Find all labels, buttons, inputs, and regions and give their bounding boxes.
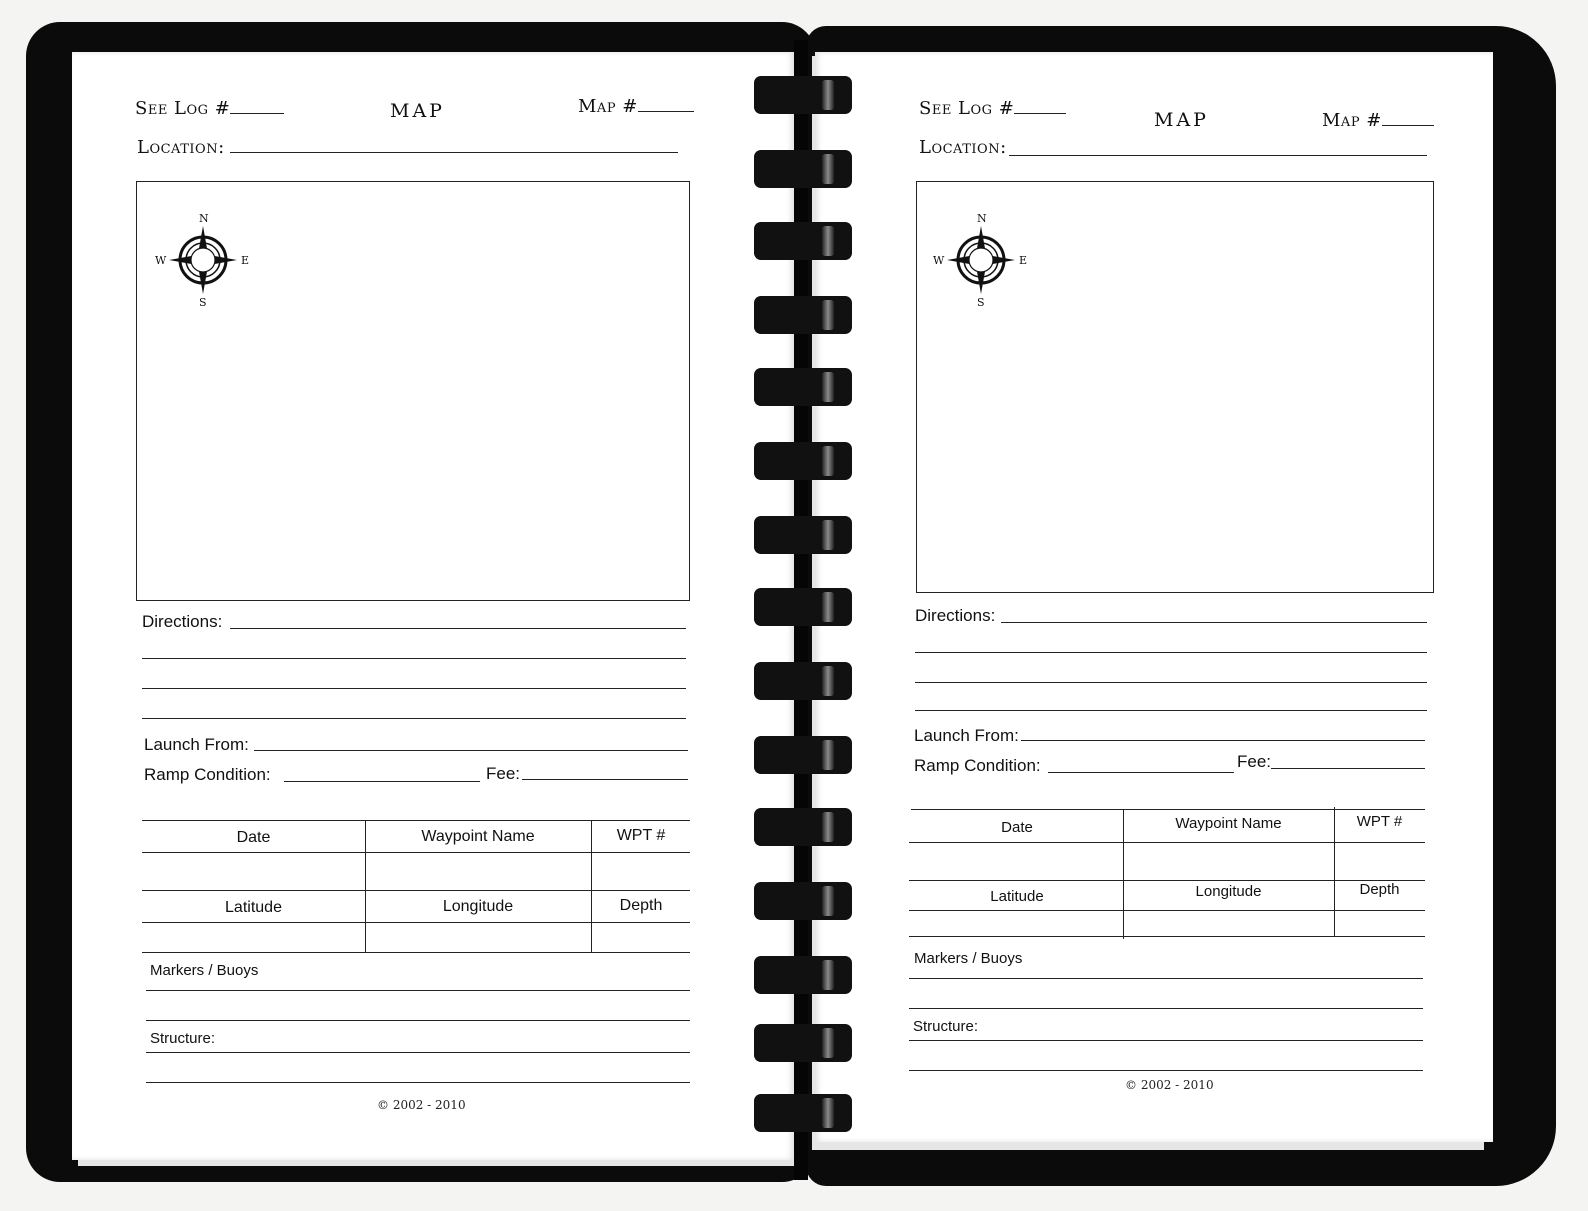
table-rule <box>142 852 690 853</box>
binding-ring <box>754 222 852 260</box>
ramp-condition-line[interactable] <box>1048 772 1234 773</box>
table-rule <box>142 890 690 891</box>
table-rule <box>909 910 1425 911</box>
structure-line[interactable] <box>146 1052 690 1053</box>
date-header: Date <box>236 829 271 846</box>
svg-text:S: S <box>199 296 207 309</box>
svg-text:N: N <box>977 212 987 225</box>
svg-text:W: W <box>933 254 945 267</box>
structure-line[interactable] <box>909 1070 1423 1071</box>
waypoint-name-header: Waypoint Name <box>421 828 535 845</box>
depth-header: Depth <box>619 897 663 914</box>
page-title: MAP <box>1154 109 1209 131</box>
left-page <box>72 52 794 1160</box>
location-label: Location: <box>137 137 225 158</box>
markers-buoys-label: Markers / Buoys <box>150 962 259 979</box>
ramp-condition-line[interactable] <box>284 781 480 782</box>
markers-buoys-label: Markers / Buoys <box>914 950 1023 967</box>
binding-ring <box>754 1094 852 1132</box>
structure-label: Structure: <box>150 1030 216 1047</box>
copyright-text: © 2002 - 2010 <box>1125 1078 1214 1092</box>
directions-line[interactable] <box>1001 622 1427 623</box>
map-number-field: Map # <box>578 96 694 117</box>
binding-ring <box>754 368 852 406</box>
ramp-condition-label: Ramp Condition: <box>144 765 271 784</box>
map-number-field: Map # <box>1322 110 1434 131</box>
directions-label: Directions: <box>142 612 223 631</box>
structure-label: Structure: <box>913 1018 979 1035</box>
fee-line[interactable] <box>1271 768 1425 769</box>
binding-ring <box>754 150 852 188</box>
svg-text:E: E <box>241 254 250 267</box>
launch-from-label: Launch From: <box>144 735 249 754</box>
markers-line[interactable] <box>146 990 690 991</box>
markers-line[interactable] <box>909 978 1423 979</box>
directions-line[interactable] <box>915 652 1427 653</box>
fee-line[interactable] <box>522 779 688 780</box>
structure-line[interactable] <box>909 1040 1423 1041</box>
structure-line[interactable] <box>146 1082 690 1083</box>
binding-ring <box>754 1024 852 1062</box>
ramp-condition-label: Ramp Condition: <box>914 756 1041 775</box>
longitude-header: Longitude <box>1195 883 1262 900</box>
see-log-field: See Log # <box>919 98 1066 119</box>
map-drawing-area[interactable] <box>916 181 1434 593</box>
directions-line[interactable] <box>142 688 686 689</box>
directions-label: Directions: <box>915 606 996 625</box>
table-top-rule <box>911 809 1425 810</box>
svg-text:S: S <box>977 296 985 309</box>
binding-ring <box>754 736 852 774</box>
waypoint-name-header: Waypoint Name <box>1175 815 1282 832</box>
wpt-number-header: WPT # <box>616 827 666 844</box>
wpt-number-header: WPT # <box>1356 813 1403 830</box>
directions-line[interactable] <box>915 682 1427 683</box>
right-page <box>815 52 1493 1142</box>
binding-ring <box>754 442 852 480</box>
binding-ring <box>754 956 852 994</box>
directions-line[interactable] <box>142 658 686 659</box>
latitude-header: Latitude <box>225 899 282 916</box>
table-bottom-rule <box>909 936 1425 937</box>
page-title: MAP <box>390 100 445 122</box>
binding-ring <box>754 808 852 846</box>
markers-line[interactable] <box>146 1020 690 1021</box>
location-line[interactable] <box>1009 155 1427 156</box>
compass-rose-icon <box>151 204 261 314</box>
map-drawing-area[interactable] <box>136 181 690 601</box>
see-log-field: See Log # <box>135 98 284 119</box>
table-rule <box>142 922 690 923</box>
copyright-text: © 2002 - 2010 <box>377 1098 466 1112</box>
table-bottom-rule <box>142 952 690 953</box>
depth-header: Depth <box>1359 881 1400 898</box>
launch-from-line[interactable] <box>254 750 688 751</box>
directions-line[interactable] <box>142 718 686 719</box>
binding-ring <box>754 662 852 700</box>
launch-from-line[interactable] <box>1021 740 1425 741</box>
binding-ring <box>754 882 852 920</box>
date-header: Date <box>1001 819 1033 836</box>
table-top-rule <box>142 820 690 821</box>
location-line[interactable] <box>230 152 678 153</box>
location-label: Location: <box>919 137 1007 158</box>
svg-text:N: N <box>199 212 209 225</box>
svg-text:W: W <box>155 254 167 267</box>
table-rule <box>909 842 1425 843</box>
latitude-header: Latitude <box>990 888 1044 905</box>
binding-ring <box>754 76 852 114</box>
directions-line[interactable] <box>230 628 686 629</box>
longitude-header: Longitude <box>442 898 514 915</box>
directions-line[interactable] <box>915 710 1427 711</box>
compass-rose-icon <box>929 204 1039 314</box>
binding-ring <box>754 588 852 626</box>
fee-label: Fee: <box>486 764 521 783</box>
binding-ring <box>754 516 852 554</box>
markers-line[interactable] <box>909 1008 1423 1009</box>
launch-from-label: Launch From: <box>914 726 1019 745</box>
binding-ring <box>754 296 852 334</box>
svg-text:E: E <box>1019 254 1028 267</box>
fee-label: Fee: <box>1237 752 1272 771</box>
